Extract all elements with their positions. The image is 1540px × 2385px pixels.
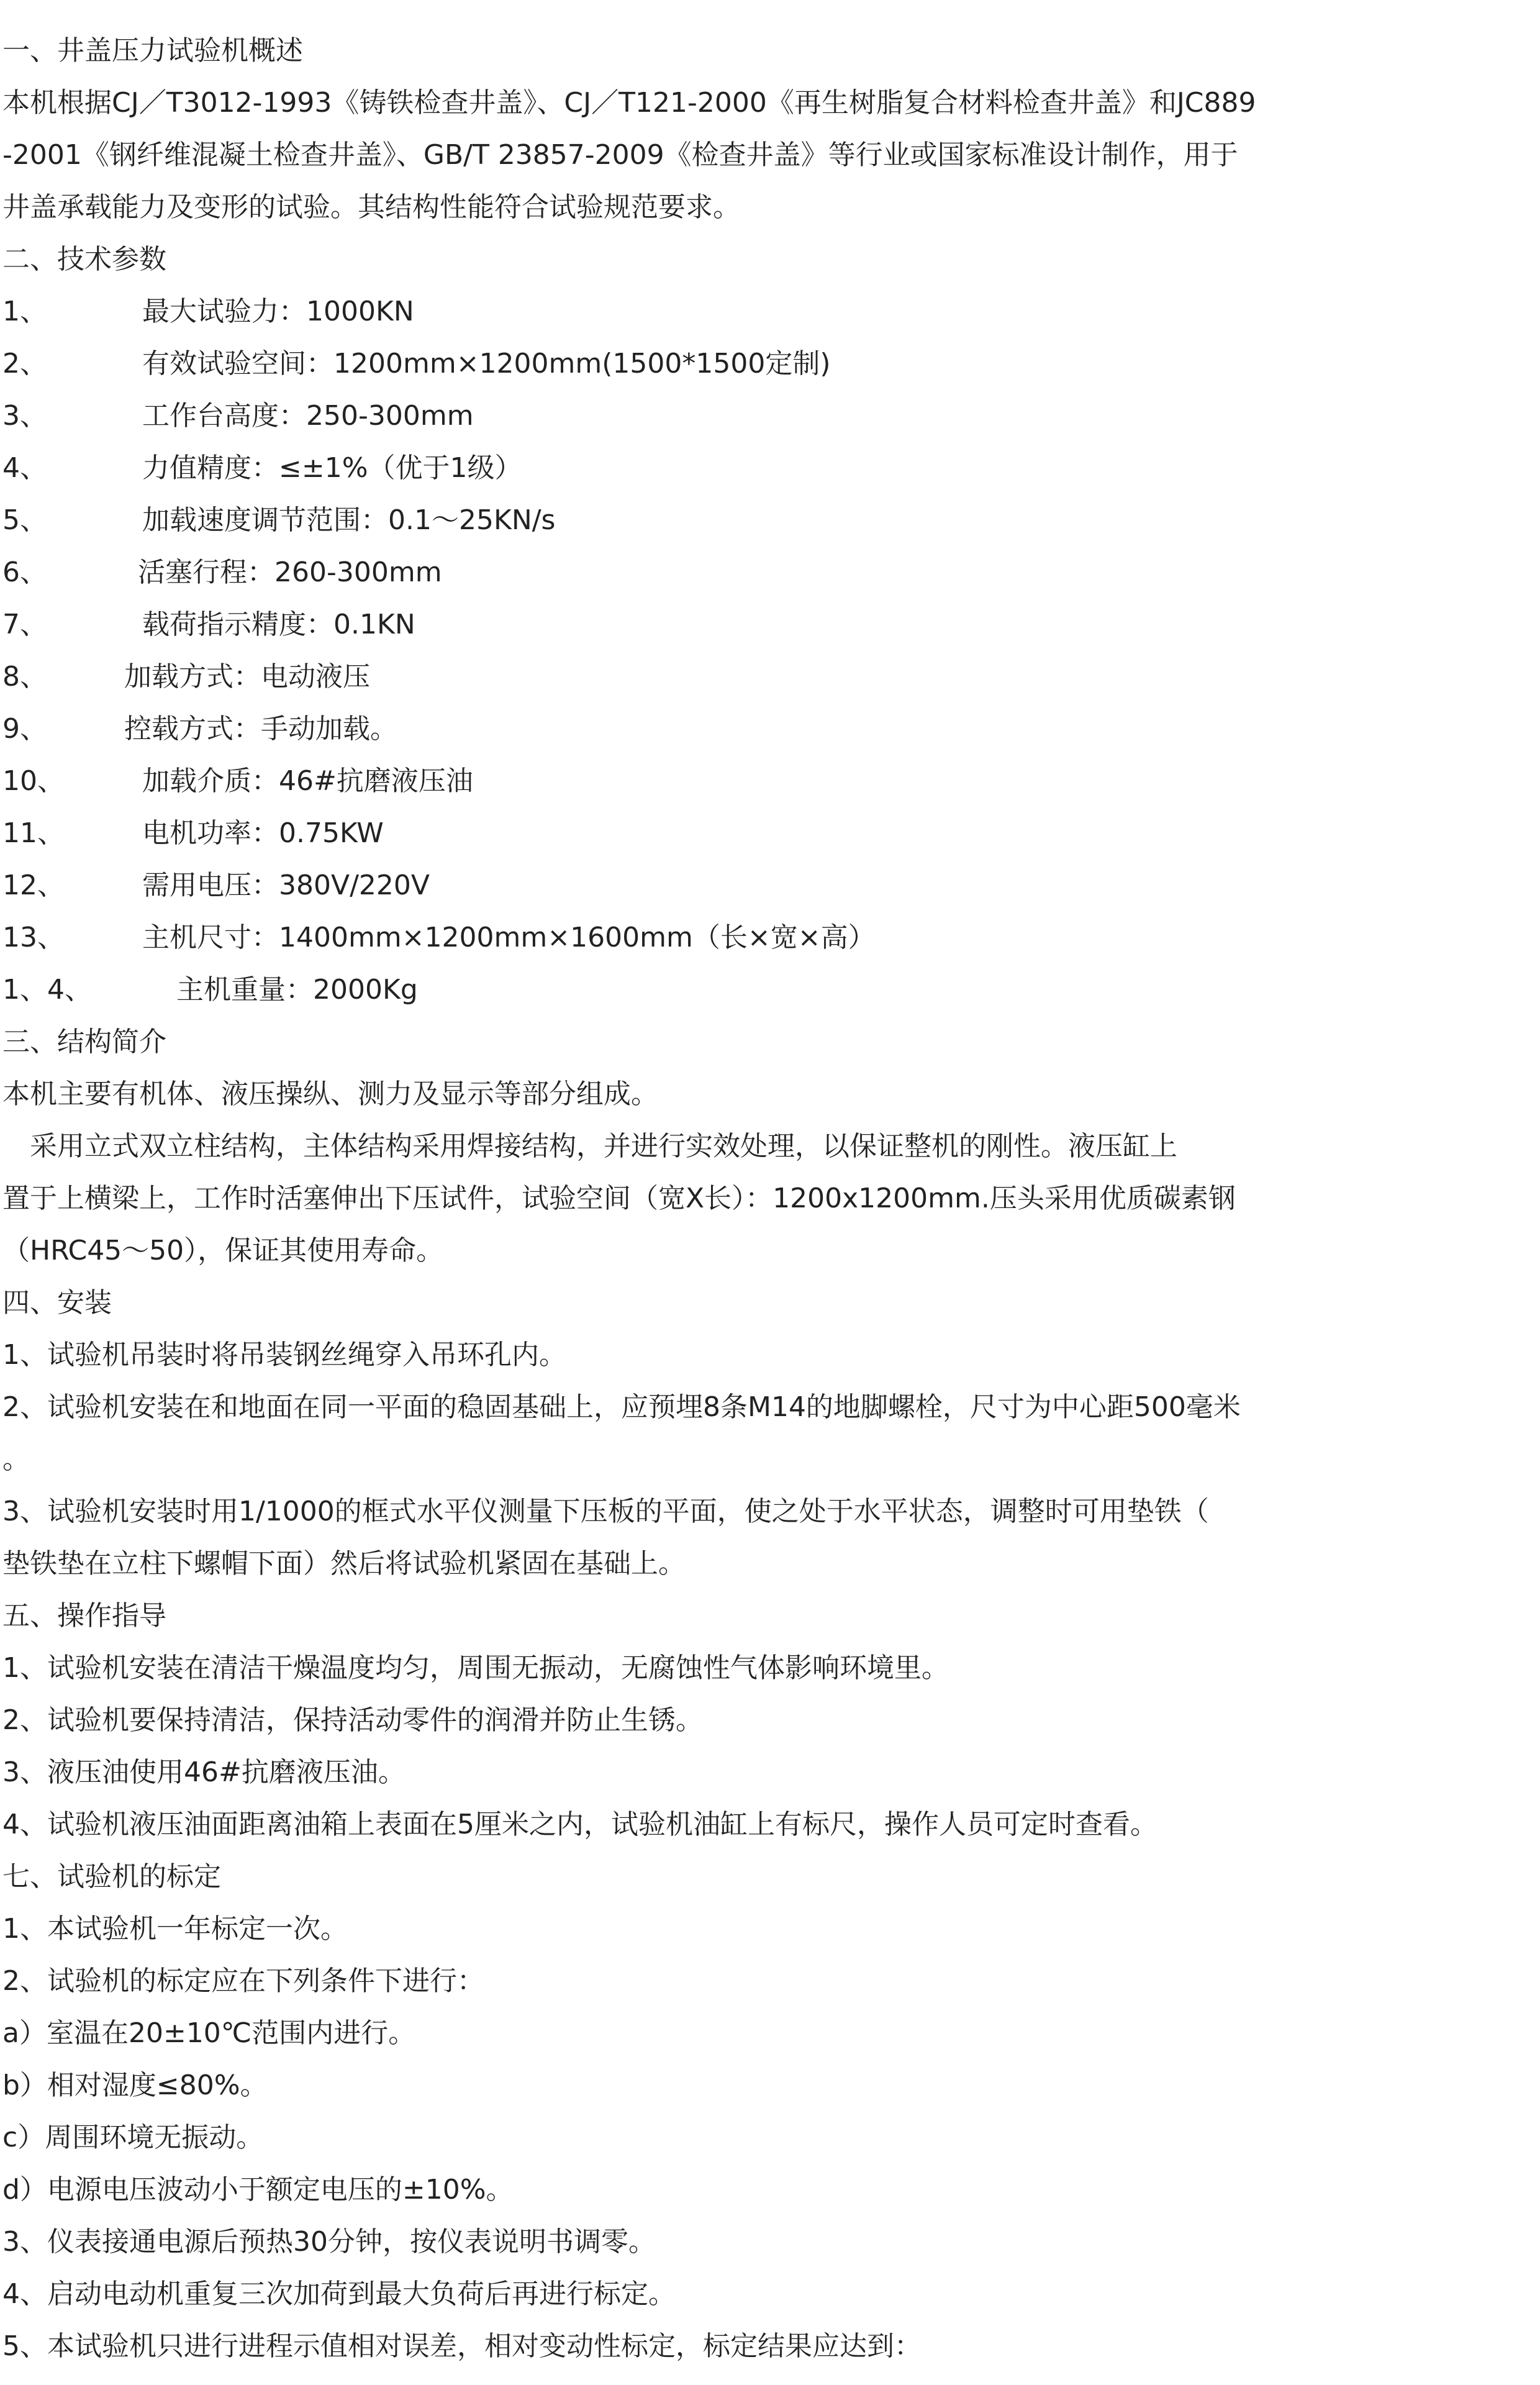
param-row <box>2 971 418 1009</box>
param-text: 主机尺寸：1400mm×1200mm×1600mm（长×宽×高） <box>142 922 876 953</box>
section-7-line: 4、启动电动机重复三次加荷到最大负荷后再进行标定。 <box>2 2278 676 2310</box>
section-2-title: 二、技术参数 <box>2 243 166 275</box>
param-number: 4、 <box>2 452 47 484</box>
param-row <box>2 711 397 748</box>
section-3-paragraph-line: 本机主要有机体、液压操纵、测力及显示等部分组成。 <box>2 1078 658 1110</box>
param-row <box>2 606 415 643</box>
section-3-paragraph-line: 采用立式双立柱结构，主体结构采用焊接结构，并进行实效处理，以保证整机的刚性。液压缸上 <box>2 1130 1177 1162</box>
param-text: 需用电压：380V/220V <box>142 870 430 901</box>
section-7-line: 2、试验机的标定应在下列条件下进行： <box>2 1965 484 1997</box>
param-number: 12、 <box>2 870 65 901</box>
param-text: 工作台高度：250-300mm <box>142 400 474 432</box>
section-3-paragraph-line: （HRC45～50），保证其使用寿命。 <box>2 1235 444 1266</box>
section-7-line: 1、本试验机一年标定一次。 <box>2 1913 348 1945</box>
section-4-line: 2、试验机安装在和地面在同一平面的稳固基础上，应预埋8条M14的地脚螺栓，尺寸为中心距500毫米 <box>2 1391 1241 1423</box>
section-4-line: 垫铁垫在立柱下螺帽下面）然后将试验机紧固在基础上。 <box>2 1548 686 1579</box>
param-text: 力值精度：≤±1%（优于1级） <box>142 452 522 484</box>
param-number: 10、 <box>2 765 65 797</box>
section-3-paragraph-line: 置于上横梁上，工作时活塞伸出下压试件，试验空间（宽X长）：1200x1200mm.压头采用优质碳素钢 <box>2 1183 1236 1214</box>
param-text: 控载方式：手动加载。 <box>124 713 397 745</box>
param-text: 最大试验力：1000KN <box>142 296 414 327</box>
section-7-line: c）周围环境无振动。 <box>2 2122 264 2153</box>
section-5-title: 五、操作指导 <box>2 1600 166 1632</box>
section-7-line: 3、仪表接通电源后预热30分钟，按仪表说明书调零。 <box>2 2226 656 2258</box>
section-7-line: 5、本试验机只进行进程示值相对误差，相对变动性标定，标定结果应达到： <box>2 2330 922 2362</box>
param-number: 7、 <box>2 609 47 640</box>
param-row <box>2 763 473 800</box>
param-text: 有效试验空间：1200mm×1200mm(1500*1500定制) <box>142 348 831 379</box>
section-4-line: 。 <box>2 1443 30 1475</box>
param-number: 2、 <box>2 348 47 379</box>
section-1-paragraph-line: 本机根据CJ／T3012-1993《铸铁检查井盖》、CJ／T121-2000《再生树脂复合材料检查井盖》和JC889 <box>2 87 1256 119</box>
param-text: 加载介质：46#抗磨液压油 <box>142 765 473 797</box>
section-4-line: 1、试验机吊装时将吊装钢丝绳穿入吊环孔内。 <box>2 1339 566 1371</box>
param-text: 载荷指示精度：0.1KN <box>142 609 415 640</box>
param-text: 主机重量：2000Kg <box>176 974 418 1006</box>
section-7-title: 七、试验机的标定 <box>2 1861 221 1892</box>
section-5-line: 4、试验机液压油面距离油箱上表面在5厘米之内，试验机油缸上有标尺，操作人员可定时查看。 <box>2 1809 1157 1840</box>
section-5-line: 2、试验机要保持清洁，保持活动零件的润滑并防止生锈。 <box>2 1704 703 1736</box>
param-number: 5、 <box>2 504 47 536</box>
param-number: 13、 <box>2 922 65 953</box>
section-1-paragraph-line: -2001《钢纤维混凝土检查井盖》、GB/T 23857-2009《检查井盖》等行业或国家标准设计制作，用于 <box>2 139 1238 171</box>
section-1-title: 一、井盖压力试验机概述 <box>2 35 303 66</box>
section-7-line: b）相对湿度≤80%。 <box>2 2069 268 2101</box>
param-row <box>2 919 876 956</box>
param-number: 6、 <box>2 556 47 588</box>
param-number: 1、 <box>2 296 47 327</box>
section-7-line: d）电源电压波动小于额定电压的±10%。 <box>2 2174 514 2206</box>
section-1-paragraph-line: 井盖承载能力及变形的试验。其结构性能符合试验规范要求。 <box>2 191 740 223</box>
param-number: 3、 <box>2 400 47 432</box>
param-text: 电机功率：0.75KW <box>142 817 384 849</box>
param-number: 9、 <box>2 713 47 745</box>
section-3-title: 三、结构简介 <box>2 1026 166 1058</box>
param-row <box>2 554 442 591</box>
param-row <box>2 815 384 852</box>
section-4-title: 四、安装 <box>2 1287 112 1319</box>
param-text: 活塞行程：260-300mm <box>138 556 442 588</box>
param-row <box>2 502 555 539</box>
param-number: 1、4、 <box>2 974 92 1006</box>
param-row <box>2 293 414 330</box>
section-5-line: 3、液压油使用46#抗磨液压油。 <box>2 1756 405 1788</box>
param-row <box>2 398 474 435</box>
param-row <box>2 867 430 904</box>
param-row <box>2 345 831 383</box>
param-number: 11、 <box>2 817 65 849</box>
param-row <box>2 658 370 696</box>
section-5-line: 1、试验机安装在清洁干燥温度均匀，周围无振动，无腐蚀性气体影响环境里。 <box>2 1652 949 1684</box>
param-text: 加载方式：电动液压 <box>124 661 370 693</box>
param-number: 8、 <box>2 661 47 693</box>
param-row <box>2 450 522 487</box>
param-text: 加载速度调节范围：0.1～25KN/s <box>142 504 556 536</box>
section-4-line: 3、试验机安装时用1/1000的框式水平仪测量下压板的平面，使之处于水平状态，调整时可用垫铁（ <box>2 1496 1209 1527</box>
section-7-line: a）室温在20±10℃范围内进行。 <box>2 2017 416 2049</box>
